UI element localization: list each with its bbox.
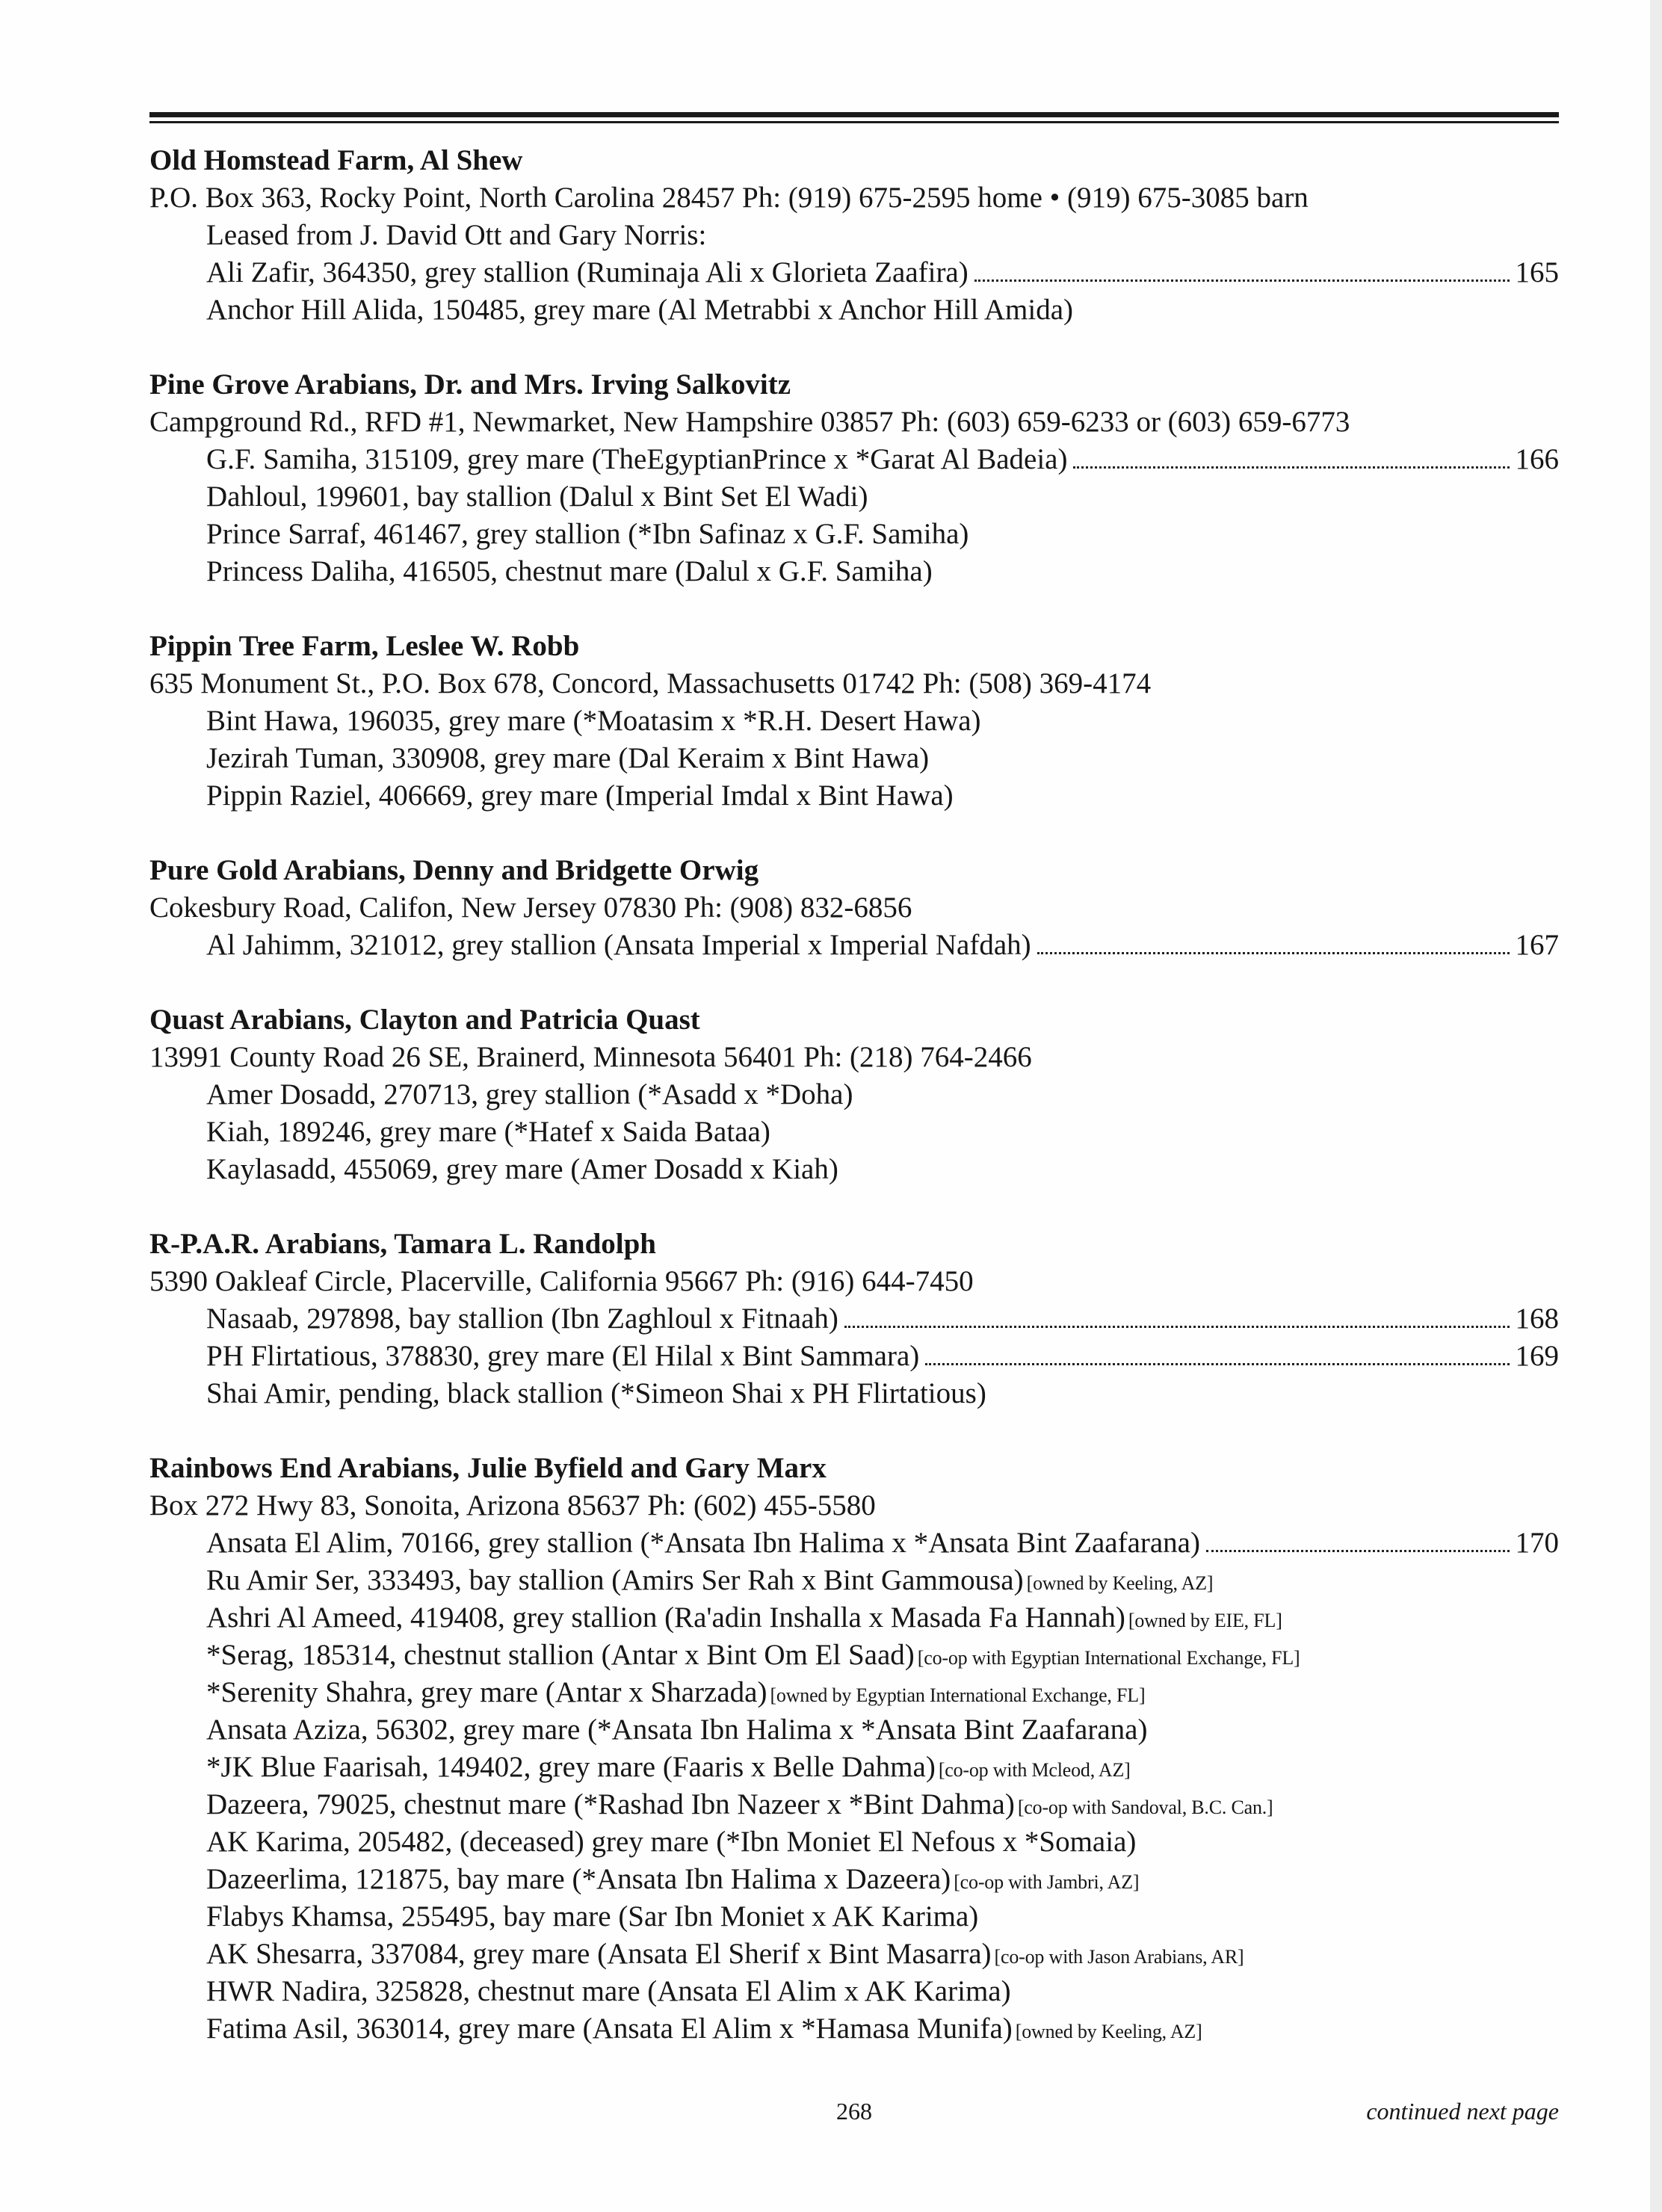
horse-text: *Serenity Shahra, grey mare (Antar x Sharzada) [206, 1676, 767, 1708]
horse-entry [149, 217, 1559, 254]
farm-address: 13991 County Road 26 SE, Brainerd, Minnesota 56401 Ph: (218) 764-2466 [149, 1041, 1032, 1073]
horse-text: Kiah, 189246, grey mare (*Hatef x Saida Bataa) [206, 1116, 770, 1148]
dot-leader [1073, 466, 1509, 469]
horse-text: Al Jahimm, 321012, grey stallion (Ansata Imperial x Imperial Nafdah) [206, 929, 1031, 961]
horse-text: Pippin Raziel, 406669, grey mare (Imperial Imdal x Bint Hawa) [206, 779, 954, 812]
horse-entry [149, 1599, 1559, 1637]
horse-ownership-note: [owned by Keeling, AZ] [1026, 1572, 1214, 1594]
horse-entry [149, 1786, 1559, 1823]
dot-leader [974, 279, 1510, 282]
page-number: 268 [836, 2098, 872, 2125]
horse-entry [149, 1711, 1559, 1749]
page-reference: 167 [1515, 929, 1559, 961]
horse-text: *JK Blue Faarisah, 149402, grey mare (Faaris x Belle Dahma) [206, 1751, 936, 1783]
farm-name: R-P.A.R. Arabians, Tamara L. Randolph [149, 1228, 656, 1260]
farm-address: Box 272 Hwy 83, Sonoita, Arizona 85637 Ph: (602) 455-5580 [149, 1489, 876, 1521]
farm-entry [149, 1450, 1559, 2048]
farm-address: Campground Rd., RFD #1, Newmarket, New Hampshire 03857 Ph: (603) 659-6233 or (603) 659-6773 [149, 406, 1350, 438]
farm-name: Pine Grove Arabians, Dr. and Mrs. Irving Salkovitz [149, 368, 791, 401]
farm-entry [149, 1001, 1559, 1188]
horse-text: Ali Zafir, 364350, grey stallion (Ruminaja Ali x Glorieta Zaafira) [206, 256, 969, 288]
horse-entry [149, 441, 1559, 478]
farm-name: Quast Arabians, Clayton and Patricia Quast [149, 1004, 700, 1036]
horse-text: Ansata Aziza, 56302, grey mare (*Ansata Ibn Halima x *Ansata Bint Zaafarana) [206, 1714, 1148, 1746]
top-rule-thick [149, 112, 1559, 117]
horse-ownership-note: [owned by Egyptian International Exchange, FL] [770, 1684, 1146, 1706]
horse-entry [149, 1113, 1559, 1151]
farm-entry [149, 852, 1559, 964]
dot-leader [925, 1363, 1509, 1365]
page-reference: 166 [1515, 443, 1559, 475]
page-edge-shadow [1650, 0, 1662, 2212]
horse-ownership-note: [co-op with Mcleod, AZ] [938, 1759, 1131, 1781]
farm-entry [149, 1226, 1559, 1412]
dot-leader [1037, 952, 1510, 954]
horse-entry [149, 1151, 1559, 1188]
continued-note: continued next page [1366, 2098, 1559, 2125]
horse-text: HWR Nadira, 325828, chestnut mare (Ansata El Alim x AK Karima) [206, 1975, 1011, 2007]
page-reference: 170 [1515, 1527, 1559, 1559]
horse-text: Ashri Al Ameed, 419408, grey stallion (Ra'adin Inshalla x Masada Fa Hannah) [206, 1601, 1125, 1634]
horse-text: Dazeerlima, 121875, bay mare (*Ansata Ibn Halima x Dazeera) [206, 1863, 951, 1895]
horse-ownership-note: [owned by Keeling, AZ] [1015, 2021, 1202, 2042]
directory-listing [149, 142, 1559, 2085]
horse-text: Nasaab, 297898, bay stallion (Ibn Zaghloul x Fitnaah) [206, 1303, 838, 1335]
farm-name: Rainbows End Arabians, Julie Byfield and Gary Marx [149, 1452, 827, 1484]
horse-entry [149, 2010, 1559, 2048]
horse-text: Amer Dosadd, 270713, grey stallion (*Asadd x *Doha) [206, 1078, 853, 1110]
horse-text: G.F. Samiha, 315109, grey mare (TheEgyptianPrince x *Garat Al Badeia) [206, 443, 1068, 475]
horse-entry [149, 516, 1559, 553]
page-reference: 169 [1515, 1340, 1559, 1372]
horse-text: Shai Amir, pending, black stallion (*Simeon Shai x PH Flirtatious) [206, 1377, 986, 1409]
horse-entry [149, 254, 1559, 291]
horse-entry [149, 1375, 1559, 1412]
horse-entry [149, 1973, 1559, 2010]
farm-name: Pippin Tree Farm, Leslee W. Robb [149, 630, 580, 662]
horse-entry [149, 777, 1559, 815]
horse-entry [149, 1674, 1559, 1711]
horse-entry [149, 291, 1559, 329]
dot-leader [844, 1326, 1510, 1328]
horse-entry [149, 1749, 1559, 1786]
horse-text: Kaylasadd, 455069, grey mare (Amer Dosadd x Kiah) [206, 1153, 838, 1185]
horse-text: Jezirah Tuman, 330908, grey mare (Dal Keraim x Bint Hawa) [206, 742, 930, 774]
horse-text: Princess Daliha, 416505, chestnut mare (Dalul x G.F. Samiha) [206, 555, 933, 587]
page-reference: 168 [1515, 1303, 1559, 1335]
farm-name: Pure Gold Arabians, Denny and Bridgette Orwig [149, 854, 759, 886]
horse-ownership-note: [co-op with Jambri, AZ] [954, 1871, 1140, 1893]
horse-text: PH Flirtatious, 378830, grey mare (El Hilal x Bint Sammara) [206, 1340, 920, 1372]
horse-entry [149, 1936, 1559, 1973]
horse-entry [149, 1338, 1559, 1375]
horse-entry [149, 478, 1559, 516]
horse-entry [149, 740, 1559, 777]
horse-entry [149, 702, 1559, 740]
horse-ownership-note: [co-op with Jason Arabians, AR] [994, 1946, 1244, 1968]
horse-entry [149, 1637, 1559, 1674]
horse-text: Ansata El Alim, 70166, grey stallion (*Ansata Ibn Halima x *Ansata Bint Zaafarana) [206, 1527, 1200, 1559]
farm-address: 635 Monument St., P.O. Box 678, Concord, Massachusetts 01742 Ph: (508) 369-4174 [149, 667, 1152, 699]
horse-text: Dazeera, 79025, chestnut mare (*Rashad Ibn Nazeer x *Bint Dahma) [206, 1788, 1015, 1820]
horse-text: Prince Sarraf, 461467, grey stallion (*Ibn Safinaz x G.F. Samiha) [206, 518, 969, 550]
page-footer [149, 2092, 1559, 2130]
horse-entry [149, 553, 1559, 590]
farm-address: 5390 Oakleaf Circle, Placerville, California 95667 Ph: (916) 644-7450 [149, 1265, 974, 1297]
horse-entry [149, 927, 1559, 964]
horse-text: *Serag, 185314, chestnut stallion (Antar x Bint Om El Saad) [206, 1639, 915, 1671]
horse-entry [149, 1823, 1559, 1861]
horse-entry [149, 1861, 1559, 1898]
horse-text: Dahloul, 199601, bay stallion (Dalul x Bint Set El Wadi) [206, 481, 868, 513]
horse-text: AK Karima, 205482, (deceased) grey mare (*Ibn Moniet El Nefous x *Somaia) [206, 1826, 1137, 1858]
horse-ownership-note: [owned by EIE, FL] [1128, 1610, 1282, 1631]
dot-leader [1206, 1550, 1510, 1552]
page-reference: 165 [1515, 256, 1559, 288]
horse-text: AK Shesarra, 337084, grey mare (Ansata El Sherif x Bint Masarra) [206, 1938, 992, 1970]
horse-text: Flabys Khamsa, 255495, bay mare (Sar Ibn Moniet x AK Karima) [206, 1900, 979, 1933]
farm-address: Cokesbury Road, Califon, New Jersey 07830 Ph: (908) 832-6856 [149, 892, 912, 924]
horse-ownership-note: [co-op with Egyptian International Exchange, FL] [917, 1647, 1300, 1669]
farm-name: Old Homstead Farm, Al Shew [149, 144, 523, 176]
horse-text: Bint Hawa, 196035, grey mare (*Moatasim x *R.H. Desert Hawa) [206, 705, 981, 737]
horse-ownership-note: [co-op with Sandoval, B.C. Can.] [1017, 1797, 1273, 1818]
horse-entry [149, 1524, 1559, 1562]
horse-text: Fatima Asil, 363014, grey mare (Ansata El Alim x *Hamasa Munifa) [206, 2012, 1013, 2045]
horse-entry [149, 1300, 1559, 1338]
horse-entry [149, 1562, 1559, 1599]
horse-text: Leased from J. David Ott and Gary Norris: [206, 219, 707, 251]
horse-text: Anchor Hill Alida, 150485, grey mare (Al Metrabbi x Anchor Hill Amida) [206, 294, 1074, 326]
horse-text: Ru Amir Ser, 333493, bay stallion (Amirs Ser Rah x Bint Gammousa) [206, 1564, 1024, 1596]
farm-entry [149, 142, 1559, 329]
top-rule-thin [149, 121, 1559, 123]
horse-entry [149, 1898, 1559, 1936]
farm-address: P.O. Box 363, Rocky Point, North Carolina 28457 Ph: (919) 675-2595 home • (919) 675-3085 barn [149, 182, 1309, 214]
farm-entry [149, 366, 1559, 590]
horse-entry [149, 1076, 1559, 1113]
farm-entry [149, 628, 1559, 815]
